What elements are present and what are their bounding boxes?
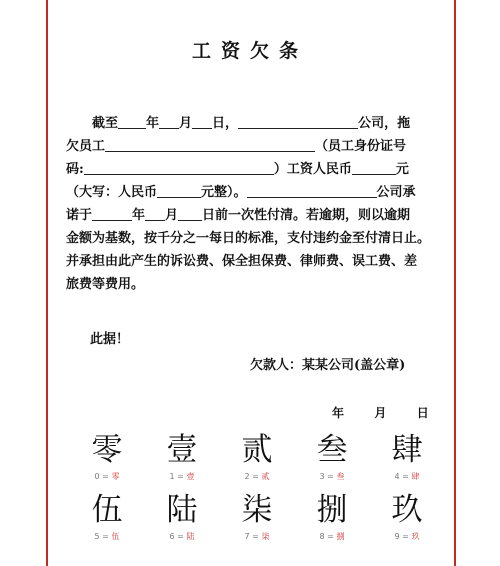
- text-pay-terms: 日前一次性付清。若逾期，则以逾期: [202, 208, 411, 223]
- numeral-small: 玖: [411, 532, 420, 541]
- numeral-big: 叁: [316, 432, 348, 468]
- text-month: 月: [179, 116, 193, 131]
- blank-month[interactable]: [159, 114, 179, 129]
- text-day: 日，: [212, 116, 239, 131]
- blank-company-2[interactable]: [247, 183, 377, 198]
- text-yuan: 元: [395, 162, 409, 177]
- numeral-small: 陆: [186, 532, 195, 541]
- numeral-big: 捌: [316, 492, 348, 528]
- numeral-caption: [297, 531, 367, 542]
- document-title: 工资欠条: [191, 40, 308, 62]
- numeral-digit: 3 =: [319, 472, 334, 481]
- numeral-caption: [297, 471, 367, 482]
- numeral-cell: [372, 492, 442, 550]
- text-pay-month: 月: [165, 208, 179, 223]
- body-line-8: 旅费等费用。: [66, 277, 145, 292]
- numeral-caption: [372, 471, 442, 482]
- numeral-row-1: [72, 432, 442, 490]
- numeral-digit: 2 =: [244, 472, 259, 481]
- numeral-digit: 1 =: [169, 472, 184, 481]
- text-year: 年: [146, 116, 160, 131]
- numeral-big: 柒: [241, 492, 273, 528]
- blank-amount[interactable]: [352, 160, 396, 175]
- body-line-6: 金额为基数，按千分之一每日的标准，支付违约金至付清日止。: [66, 231, 431, 246]
- numeral-small: 捌: [336, 532, 345, 541]
- text-wages-rmb: ）工资人民币: [273, 162, 352, 177]
- blank-pay-day[interactable]: [178, 206, 202, 221]
- text-in-words: （大写：人民币: [66, 185, 158, 200]
- text-pay-year: 年: [132, 208, 146, 223]
- numeral-caption: [147, 531, 217, 542]
- numeral-big: 贰: [241, 432, 273, 468]
- numeral-caption: [222, 471, 292, 482]
- text-id-number: （员工身份证号: [315, 139, 407, 154]
- numeral-caption: [72, 471, 142, 482]
- text-company-promise: 公司承: [376, 185, 416, 200]
- blank-pay-year[interactable]: [92, 206, 132, 221]
- numeral-big: 陆: [166, 492, 198, 528]
- numeral-cell: [222, 492, 292, 550]
- body-line-2: [66, 135, 436, 158]
- numeral-big: 肆: [391, 432, 423, 468]
- numeral-small: 零: [111, 472, 120, 481]
- blank-day[interactable]: [192, 114, 212, 129]
- numeral-caption: [372, 531, 442, 542]
- numeral-caption: [72, 531, 142, 542]
- numeral-digit: 0 =: [94, 472, 109, 481]
- date-day: 日: [416, 406, 429, 420]
- numeral-digit: 4 =: [394, 472, 409, 481]
- numeral-row-2: [72, 492, 442, 550]
- date-year: 年: [332, 406, 345, 420]
- date-month: 月: [374, 406, 387, 420]
- numeral-small: 柒: [261, 532, 270, 541]
- numeral-cell: [147, 432, 217, 490]
- numeral-big: 玖: [391, 492, 423, 528]
- numeral-caption: [222, 531, 292, 542]
- debtor-signature: 欠款人：某某公司(盖公章): [250, 358, 406, 373]
- blank-employee-name[interactable]: [105, 137, 315, 152]
- numeral-small: 伍: [111, 532, 120, 541]
- numeral-digit: 7 =: [244, 532, 259, 541]
- numeral-digit: 6 =: [169, 532, 184, 541]
- numeral-big: 零: [91, 432, 123, 468]
- text-promise-on: 诺于: [66, 208, 93, 223]
- text-as-of: 截至: [92, 116, 119, 131]
- numeral-cell: [372, 432, 442, 490]
- blank-amount-words[interactable]: [157, 183, 201, 198]
- numeral-digit: 8 =: [319, 532, 334, 541]
- blank-year[interactable]: [118, 114, 146, 129]
- numeral-cell: [297, 492, 367, 550]
- body-line-7: 并承担由此产生的诉讼费、保全担保费、律师费、误工费、差: [66, 254, 418, 269]
- numeral-small: 肆: [411, 472, 420, 481]
- text-code: 码:: [66, 162, 84, 177]
- numeral-reference: [72, 432, 442, 552]
- numeral-digit: 5 =: [94, 532, 109, 541]
- numeral-small: 叁: [336, 472, 345, 481]
- body-line-1: [66, 112, 436, 135]
- iou-body: [66, 112, 436, 296]
- body-line-5: [66, 204, 436, 227]
- numeral-big: 壹: [166, 432, 198, 468]
- signature-date: [332, 404, 429, 421]
- text-employee: 欠员工: [66, 139, 106, 154]
- closing-statement: 此据！: [90, 332, 130, 347]
- numeral-cell: [72, 492, 142, 550]
- blank-id-number[interactable]: [84, 160, 274, 175]
- numeral-cell: [297, 432, 367, 490]
- numeral-small: 贰: [261, 472, 270, 481]
- numeral-small: 壹: [186, 472, 195, 481]
- numeral-big: 伍: [91, 492, 123, 528]
- numeral-cell: [222, 432, 292, 490]
- numeral-caption: [147, 471, 217, 482]
- numeral-digit: 9 =: [394, 532, 409, 541]
- body-line-3: [66, 158, 436, 181]
- body-line-4: [66, 181, 436, 204]
- blank-company[interactable]: [238, 114, 358, 129]
- text-yuan-whole: 元整）。: [201, 185, 247, 200]
- blank-pay-month[interactable]: [145, 206, 165, 221]
- text-company-arrears: 公司，拖: [358, 116, 411, 131]
- numeral-cell: [147, 492, 217, 550]
- numeral-cell: [72, 432, 142, 490]
